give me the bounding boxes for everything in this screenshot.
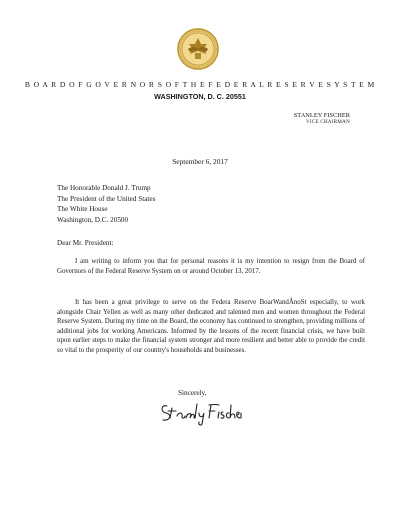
recipient-address xyxy=(57,183,155,225)
closing: Sincerely, xyxy=(178,389,207,397)
body-paragraph-1: I am writing to inform you that for personal reasons it is my intention to resign from the Board of Governors of the Federal Reserve System on or around October 13, 2017. xyxy=(57,258,365,275)
letter-date: September 6, 2017 xyxy=(172,157,228,166)
organization-name: B O A R D O F G O V E R N O R S O F T H E F E D E R A L R E S E R V E S Y S T E M xyxy=(24,80,376,89)
sender-title: VICE CHAIRMAN xyxy=(305,120,350,125)
sender-name: STANLEY FISCHER xyxy=(293,112,350,119)
greeting: Dear Mr. President: xyxy=(57,239,114,247)
recipient-city: Washington, D.C. 20500 xyxy=(57,215,129,224)
recipient-title: The President of the United States xyxy=(57,194,156,203)
recipient-office: The White House xyxy=(57,205,108,214)
recipient-name: The Honorable Donald J. Trump xyxy=(57,184,151,192)
federal-reserve-seal-icon xyxy=(176,27,220,71)
organization-address: WASHINGTON, D. C. 20551 xyxy=(154,92,246,101)
handwritten-signature xyxy=(157,396,243,426)
body-paragraph-2: It has been a great privilege to serve on the Federa Reserve BoarWandÂnoSt especially, to work alongside Chair Yellen as well as many other dedicated and talented men and women throughout the Federal Reserve System. During my time on the Board, the economy has continued to strengthen, providing millions of additional jobs for working Americans. Informed by the lessons of the recent financial crisis, we have built upon earlier steps to make the financial system stronger and more resilient and better able to provide the credit so vital to the prosperity of our country's households and businesses. xyxy=(57,299,365,354)
